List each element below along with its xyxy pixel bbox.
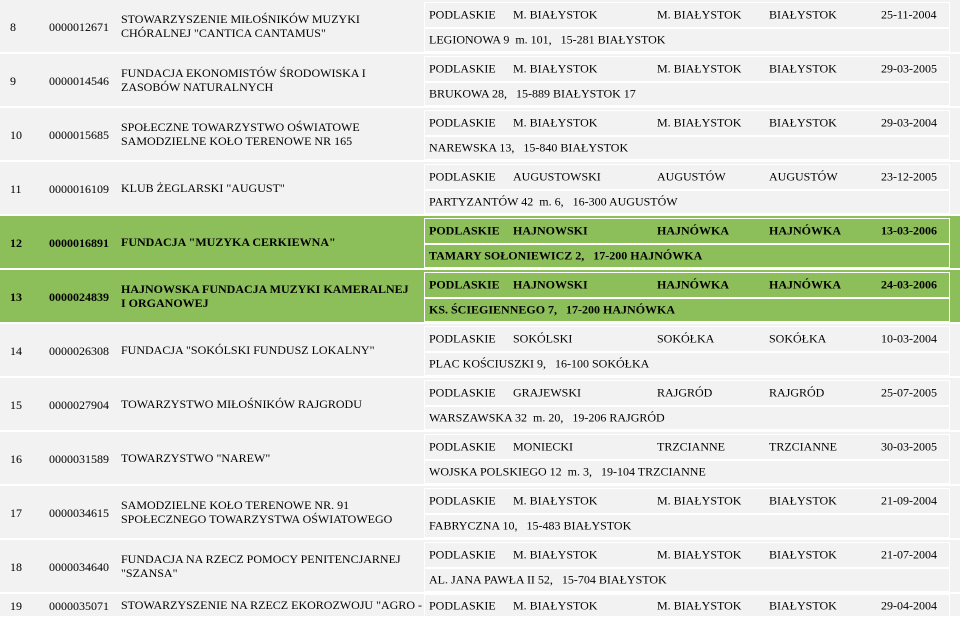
address-subrow: [424, 28, 950, 52]
krs-number: 0000012671: [49, 20, 109, 34]
table-row: [0, 324, 960, 378]
organization-name: TOWARZYSTWO "NAREW": [121, 451, 271, 465]
county-cell: AUGUSTOWSKI: [513, 169, 601, 184]
voivodeship-cell: PODLASKIE: [429, 493, 496, 508]
krs-number: 0000024839: [49, 290, 109, 304]
county-cell: M. BIAŁYSTOK: [513, 7, 598, 22]
county-cell: M. BIAŁYSTOK: [513, 61, 598, 76]
organization-name: STOWARZYSZENIE MIŁOŚNIKÓW MUZYKI CHÓRALNEJ "CANTICA CANTAMUS": [121, 12, 360, 40]
table-row: [0, 270, 960, 324]
commune-cell: M. BIAŁYSTOK: [657, 7, 742, 22]
row-number: 18: [10, 560, 22, 574]
krs-number: 0000031589: [49, 452, 109, 466]
row-number: 16: [10, 452, 22, 466]
voivodeship-cell: PODLASKIE: [429, 598, 496, 613]
region-subrow: [424, 434, 950, 460]
krs-number: 0000035071: [49, 599, 109, 613]
organization-name: FUNDACJA "SOKÓLSKI FUNDUSZ LOKALNY": [121, 343, 375, 357]
address: PLAC KOŚCIUSZKI 9, 16-100 SOKÓŁKA: [429, 356, 650, 371]
row-number: 15: [10, 398, 22, 412]
organization-name: TOWARZYSTWO MIŁOŚNIKÓW RAJGRODU: [121, 397, 362, 411]
address: WOJSKA POLSKIEGO 12 m. 3, 19-104 TRZCIANNE: [429, 464, 706, 479]
commune-cell: RAJGRÓD: [657, 385, 713, 400]
registration-date: 25-07-2005: [881, 385, 937, 400]
locality-cell: HAJNÓWKA: [769, 223, 841, 238]
address: WARSZAWSKA 32 m. 20, 19-206 RAJGRÓD: [429, 410, 665, 425]
locality-cell: BIAŁYSTOK: [769, 7, 837, 22]
region-subrow: [424, 488, 950, 514]
locality-cell: SOKÓŁKA: [769, 331, 827, 346]
voivodeship-cell: PODLASKIE: [429, 7, 496, 22]
commune-cell: AUGUSTÓW: [657, 169, 726, 184]
region-subrow: [424, 218, 950, 244]
registration-date: 29-03-2004: [881, 115, 937, 130]
registration-date: 21-09-2004: [881, 493, 937, 508]
row-number: 19: [10, 599, 22, 613]
county-cell: GRAJEWSKI: [513, 385, 581, 400]
voivodeship-cell: PODLASKIE: [429, 277, 500, 292]
county-cell: HAJNOWSKI: [513, 277, 588, 292]
registration-date: 23-12-2005: [881, 169, 937, 184]
address: FABRYCZNA 10, 15-483 BIAŁYSTOK: [429, 518, 632, 533]
registration-date: 21-07-2004: [881, 547, 937, 562]
organization-name: HAJNOWSKA FUNDACJA MUZYKI KAMERALNEJ I ORGANOWEJ: [121, 282, 409, 310]
commune-cell: M. BIAŁYSTOK: [657, 547, 742, 562]
krs-number: 0000014546: [49, 74, 109, 88]
voivodeship-cell: PODLASKIE: [429, 385, 496, 400]
commune-cell: HAJNÓWKA: [657, 223, 729, 238]
address: NAREWSKA 13, 15-840 BIAŁYSTOK: [429, 140, 629, 155]
address-subrow: [424, 136, 950, 160]
registration-date: 29-03-2005: [881, 61, 937, 76]
address-subrow: [424, 352, 950, 376]
locality-cell: TRZCIANNE: [769, 439, 837, 454]
region-subrow: [424, 380, 950, 406]
address-subrow: [424, 406, 950, 430]
commune-cell: M. BIAŁYSTOK: [657, 115, 742, 130]
krs-number: 0000034640: [49, 560, 109, 574]
organization-name: FUNDACJA NA RZECZ POMOCY PENITENCJARNEJ "SZANSA": [121, 552, 401, 580]
voivodeship-cell: PODLASKIE: [429, 223, 500, 238]
commune-cell: SOKÓŁKA: [657, 331, 715, 346]
row-number: 14: [10, 344, 22, 358]
registration-date: 24-03-2006: [881, 277, 937, 292]
registration-date: 10-03-2004: [881, 331, 937, 346]
krs-number: 0000034615: [49, 506, 109, 520]
locality-cell: RAJGRÓD: [769, 385, 825, 400]
region-subrow: [424, 2, 950, 28]
commune-cell: TRZCIANNE: [657, 439, 725, 454]
locality-cell: AUGUSTÓW: [769, 169, 838, 184]
table-row: [0, 216, 960, 270]
row-number: 8: [10, 20, 16, 34]
registration-date: 25-11-2004: [881, 7, 937, 22]
voivodeship-cell: PODLASKIE: [429, 547, 496, 562]
region-subrow: [424, 110, 950, 136]
row-number: 12: [10, 236, 22, 250]
krs-number: 0000027904: [49, 398, 109, 412]
address: LEGIONOWA 9 m. 101, 15-281 BIAŁYSTOK: [429, 32, 666, 47]
organization-name: FUNDACJA "MUZYKA CERKIEWNA": [121, 235, 336, 249]
registration-date: 30-03-2005: [881, 439, 937, 454]
county-cell: M. BIAŁYSTOK: [513, 547, 598, 562]
commune-cell: M. BIAŁYSTOK: [657, 61, 742, 76]
locality-cell: BIAŁYSTOK: [769, 493, 837, 508]
locality-cell: BIAŁYSTOK: [769, 547, 837, 562]
address-subrow: [424, 460, 950, 484]
row-number: 13: [10, 290, 22, 304]
krs-number: 0000016109: [49, 182, 109, 196]
county-cell: HAJNOWSKI: [513, 223, 588, 238]
address: TAMARY SOŁONIEWICZ 2, 17-200 HAJNÓWKA: [429, 248, 703, 263]
region-subrow: [424, 542, 950, 568]
row-number: 17: [10, 506, 22, 520]
county-cell: SOKÓLSKI: [513, 331, 573, 346]
region-subrow: [424, 164, 950, 190]
table-row: [0, 594, 960, 618]
locality-cell: BIAŁYSTOK: [769, 115, 837, 130]
voivodeship-cell: PODLASKIE: [429, 439, 496, 454]
region-subrow: [424, 326, 950, 352]
address-subrow: [424, 298, 950, 322]
row-number: 10: [10, 128, 22, 142]
voivodeship-cell: PODLASKIE: [429, 331, 496, 346]
registration-date: 13-03-2006: [881, 223, 937, 238]
commune-cell: HAJNÓWKA: [657, 277, 729, 292]
row-number: 11: [10, 182, 22, 196]
locality-cell: BIAŁYSTOK: [769, 598, 837, 613]
voivodeship-cell: PODLASKIE: [429, 169, 496, 184]
address: PARTYZANTÓW 42 m. 6, 16-300 AUGUSTÓW: [429, 194, 678, 209]
table-row: [0, 432, 960, 486]
address: KS. ŚCIEGIENNEGO 7, 17-200 HAJNÓWKA: [429, 302, 676, 317]
address-subrow: [424, 514, 950, 538]
registration-date: 29-04-2004: [881, 598, 937, 613]
address-subrow: [424, 82, 950, 106]
krs-number: 0000016891: [49, 236, 109, 250]
organization-name: STOWARZYSZENIE NA RZECZ EKOROZWOJU "AGRO -: [121, 598, 422, 612]
region-subrow: [424, 56, 950, 82]
table-row: [0, 54, 960, 108]
commune-cell: M. BIAŁYSTOK: [657, 493, 742, 508]
address-subrow: [424, 190, 950, 214]
region-subrow: [424, 272, 950, 298]
organization-name: KLUB ŻEGLARSKI "AUGUST": [121, 181, 285, 195]
organization-name: FUNDACJA EKONOMISTÓW ŚRODOWISKA I ZASOBÓW NATURALNYCH: [121, 66, 366, 94]
table-row: [0, 162, 960, 216]
address-subrow: [424, 568, 950, 592]
locality-cell: BIAŁYSTOK: [769, 61, 837, 76]
county-cell: M. BIAŁYSTOK: [513, 493, 598, 508]
county-cell: MONIECKI: [513, 439, 573, 454]
krs-number: 0000026308: [49, 344, 109, 358]
table-row: [0, 540, 960, 594]
commune-cell: M. BIAŁYSTOK: [657, 598, 742, 613]
voivodeship-cell: PODLASKIE: [429, 61, 496, 76]
organization-name: SPOŁECZNE TOWARZYSTWO OŚWIATOWE SAMODZIELNE KOŁO TERENOWE NR 165: [121, 120, 360, 148]
address-subrow: [424, 244, 950, 268]
table-row: [0, 108, 960, 162]
organization-name: SAMODZIELNE KOŁO TERENOWE NR. 91 SPOŁECZNEGO TOWARZYSTWA OŚWIATOWEGO: [121, 498, 393, 526]
county-cell: M. BIAŁYSTOK: [513, 598, 598, 613]
table-row: [0, 0, 960, 54]
krs-number: 0000015685: [49, 128, 109, 142]
county-cell: M. BIAŁYSTOK: [513, 115, 598, 130]
row-number: 9: [10, 74, 16, 88]
locality-cell: HAJNÓWKA: [769, 277, 841, 292]
table-row: [0, 486, 960, 540]
table-row: [0, 378, 960, 432]
voivodeship-cell: PODLASKIE: [429, 115, 496, 130]
region-subrow: [424, 594, 950, 618]
address: BRUKOWA 28, 15-889 BIAŁYSTOK 17: [429, 86, 636, 101]
address: AL. JANA PAWŁA II 52, 15-704 BIAŁYSTOK: [429, 572, 667, 587]
